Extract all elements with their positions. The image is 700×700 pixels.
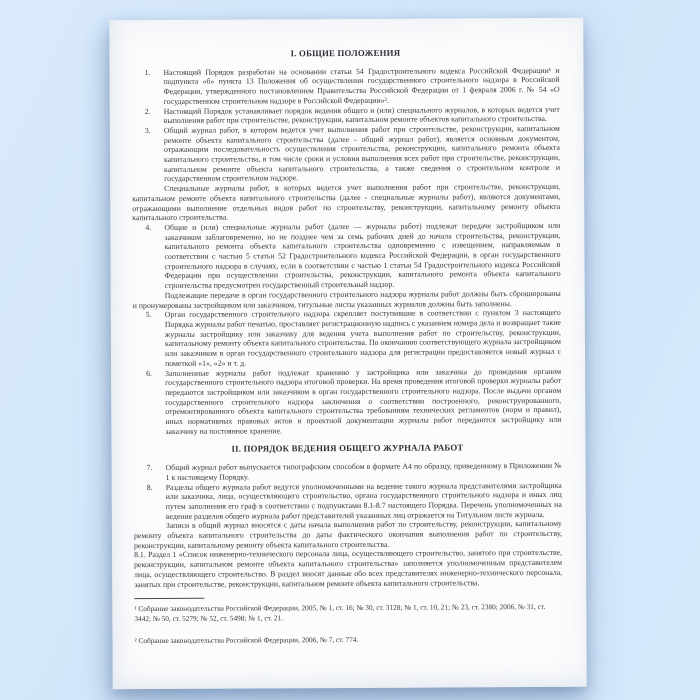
item-number: 1. [144,67,151,77]
section-1-heading: I. ОБЩИЕ ПОЛОЖЕНИЯ [290,47,401,59]
item-text: Общий журнал работ выпускается типографским способом в формате А4 по образцу, приведенному в Приложении № 1 к настоящему Порядку. [165,461,562,482]
paragraph-text: Записи в общий журнал вносятся с даты начала выполнения работ по строительству, реконструкции, капитальному ремонту объекта капитального строительства до даты фактического окончания выполнения работ по строительству, реконструкции, капитальному ремонту объекта капитального строительства. [133,519,562,550]
list-item-2 [132,104,560,126]
paragraph-8-1 [134,548,562,589]
footnote-1: ¹ Собрание законодательства Российской Федерации, 2005, № 1, ст. 16; № 30, ст. 3128; № 1, ст. 10, 21; № 23, ст. 2380; 2006, № 31, ст. 3442; № 50, ст. 5279; № 52, ст. 5498; № 1, ст. 21. [134,602,546,624]
item-text: Настоящий Порядок устанавливает порядок ведения общего и (или) специального журналов, в которых ведется учет выполнения работ при строительстве, реконструкции, капитальном ремонте объектов капитального строительства. [163,104,560,126]
paragraph-text: 8.1. Раздел 1 «Список инженерно-технического персонала лица, осуществляющего строительство, занятого при строительстве, реконструкции, капитальном ремонте объекта капитального строительства» заполняется уполномоченным представителем лица, осуществляющего строительство. В раздел вносят данные обо всех представителях инженерно-технического персонала, занятых при строительстве, реконструкции, капитальном ремонте объекта капитального строительства. [134,548,563,589]
list-item-5 [133,308,561,368]
document-content [131,48,562,646]
item-number: 6. [146,368,152,378]
footnotes [134,596,562,646]
document-page [109,18,586,689]
item-text: Общие и (или) специальные журналы работ (далее — журналы работ) подлежат передаче застройщиком или заказчиком заблаговременно, но не позднее чем за семь рабочих дней до начала строительства, реконструкции, капитального ремонта объекта капитального строительства одновременно с извещением, направляемым в соответствии с частью 5 статьи 52 Градостроительного кодекса Российской Федерации, в орган государственного строительного надзора в случаях, если в соответствии с частью 1 статьи 54 Градостроительного кодекса Российской Федерации при осуществлении строительства, реконструкции, капитального ремонта объекта капитального строительства предусмотрен государственный строительный надзор. [164,220,561,291]
item-number: 2. [144,106,151,116]
footnote-separator [134,598,204,599]
list-item-6 [133,366,561,436]
paragraph-special-journals [132,182,560,223]
item-number: 5. [145,310,152,320]
paragraph-transfer [133,289,561,311]
item-number: 7. [146,463,153,473]
list-item-1 [132,66,560,107]
list-item-4 [132,221,560,291]
section-2-heading: II. ПОРЯДОК ВЕДЕНИЯ ОБЩЕГО ЖУРНАЛА РАБОТ [231,442,464,455]
list-item-3 [132,124,560,184]
list-item-8 [134,480,562,521]
item-text: Разделы общего журнала работ ведутся уполномоченными на ведение такого журнала представителями застройщика или заказчика, лица, осуществляющего строительство, органа государственного строительного надзора и иных лиц путем заполнения его граф в соответствии с подпунктами 8.1-8.7 настоящего Порядка. Перечень уполномоченных на ведение разделов общего журнала работ представителей указанных лиц отражается на Титульном листе журнала. [165,480,562,521]
paragraph-text: Специальные журналы работ, в которых ведется учет выполнения работ при строительстве, реконструкции, капитальном ремонте объекта капитального строительства (далее - специальные журналы работ), являются документами, отражающими выполнение отдельных видов работ по строительству, реконструкции, капитальному ремонту объекта капитального строительства. [132,182,561,223]
item-text: Орган государственного строительного надзора скрепляет поступившие в соответствии с пунктом 3 настоящего Порядка журналы работ печатью, проставляет регистрационную надпись с указанием номера дела и возвращает такие журналы застройщику или заказчику для ведения учета выполнения работ по строительству, реконструкции, капитальному ремонту объекта капитального строительства. По окончанию соответствующего журнала застройщиком или заказчиком в орган государственного строительного надзора для регистрации предоставляется новый журнал с пометкой «1», «2» и т. д. [164,308,562,368]
item-text: Заполненные журналы работ подлежат хранению у застройщика или заказчика до проведения органом государственного строительного надзора итоговой проверки. На время проведения итоговой проверки журналы работ передаются застройщиком или заказчиком в орган государственного строительного надзора. После выдачи органом государственного строительного надзора заключения о соответствии построенного, реконструированного, отремонтированного объекта капитального строительства требованиям технических регламентов (норм и правил), иных нормативных правовых актов и проектной документации журналы работ передаются застройщику или заказчику на постоянное хранение. [165,366,562,436]
item-number: 8. [146,482,153,492]
list-item-7 [134,461,562,483]
item-text: Общий журнал работ, в котором ведется учет выполнения работ при строительстве, реконструкции, капитальном ремонте объекта капитального строительства (далее - общий журнал работ), является основным документом, отражающим последовательность осуществления строительства, реконструкции, капитального ремонта объекта капитального строительства, в том числе сроки и условия выполнения всех работ при строительстве, реконструкции, капитальном ремонте объекта капитального строительства, а также сведения о строительном контроле и государственном строительном надзоре. [163,123,561,184]
item-number: 4. [145,222,152,233]
paragraph-text: Подлежащие передаче в орган государственного строительного надзора журналы работ должны быть сброшюрованы и пронумерованы застройщиком или заказчиком, титульные листы указанных журналов должны быть заполнены. [132,288,561,310]
item-text: Настоящий Порядок разработан на основании статьи 54 Градостроительного кодекса Российской Федерации¹ и подпункта «б» пункта 13 Положения об осуществлении государственного строительного надзора в Российской Федерации, утвержденного постановлением Правительства Российской Федерации от 1 февраля 2006 г. № 54 «О государственном строительном надзоре в Российской Федерации»². [163,65,560,106]
paragraph-journal-entries [134,519,562,550]
item-number: 3. [144,125,151,135]
footnote-2: ² Собрание законодательства Российской Федерации, 2006, № 7, ст. 774. [134,635,359,646]
